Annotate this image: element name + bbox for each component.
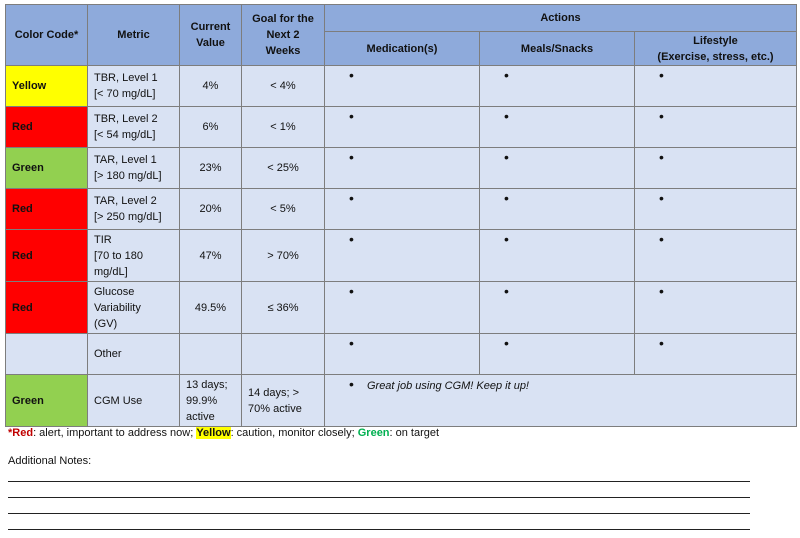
metric-line: [< 54 mg/dL] — [94, 129, 156, 141]
goal-cell: > 70% — [242, 230, 325, 282]
bullet-icon: • — [659, 67, 664, 83]
metric-cell — [88, 148, 180, 189]
bullet-icon: • — [504, 108, 509, 124]
current-value-cell: 47% — [180, 230, 242, 282]
table-row — [6, 148, 797, 189]
metric-line: TAR, Level 2 — [94, 195, 157, 207]
legend-yellow: Yellow — [196, 427, 231, 439]
medication-cell[interactable] — [325, 282, 480, 334]
metric-line: Variability — [94, 301, 141, 314]
table-row — [6, 282, 797, 334]
bullet-icon: • — [349, 67, 354, 83]
metric-line: TAR, Level 1 — [94, 154, 157, 166]
current-value-cell: 20% — [180, 189, 242, 230]
metric-cell — [88, 189, 180, 230]
bullet-icon: • — [659, 231, 664, 247]
current-value-cell: 23% — [180, 148, 242, 189]
medication-cell[interactable] — [325, 148, 480, 189]
table-row — [6, 107, 797, 148]
bullet-icon: • — [504, 231, 509, 247]
meals-cell[interactable] — [480, 282, 635, 334]
metric-cell — [88, 107, 180, 148]
metric-cell — [88, 66, 180, 107]
bullet-icon: • — [349, 149, 354, 165]
goal-cell — [242, 375, 325, 427]
table-row — [6, 189, 797, 230]
color-code-cell — [6, 334, 88, 375]
table-row — [6, 375, 797, 427]
bullet-icon: • — [349, 335, 354, 351]
current-value-cell — [180, 334, 242, 375]
metric-cell — [88, 230, 180, 282]
current-value-cell: 6% — [180, 107, 242, 148]
table-row — [6, 230, 797, 282]
lifestyle-cell[interactable] — [635, 189, 797, 230]
glucose-action-plan-table — [5, 4, 797, 427]
medication-cell[interactable] — [325, 230, 480, 282]
bullet-icon: • — [349, 376, 354, 392]
lifestyle-cell[interactable] — [635, 334, 797, 375]
bullet-icon: • — [349, 283, 354, 299]
metric-line: TBR, Level 2 — [94, 113, 158, 125]
medication-cell[interactable] — [325, 66, 480, 107]
bullet-icon: • — [349, 190, 354, 206]
current-value-cell: 49.5% — [180, 282, 242, 334]
notes-line[interactable] — [8, 529, 750, 530]
metric-line: [> 250 mg/dL] — [94, 211, 162, 223]
color-code-cell: Red — [6, 107, 88, 148]
cgm-note-cell[interactable] — [325, 375, 797, 427]
meals-cell[interactable] — [480, 66, 635, 107]
metric-line: TIR — [94, 233, 112, 246]
legend-star: * — [8, 427, 13, 439]
current-value-cell: 4% — [180, 66, 242, 107]
color-code-cell: Red — [6, 189, 88, 230]
header-goal: Goal for the Next 2 Weeks — [242, 5, 325, 66]
bullet-icon: • — [659, 335, 664, 351]
metric-cell: CGM Use — [88, 375, 180, 427]
header-lifestyle-sub: (Exercise, stress, etc.) — [657, 50, 774, 63]
header-actions: Actions — [325, 5, 797, 32]
legend-red: Red — [12, 427, 34, 439]
bullet-icon: • — [504, 190, 509, 206]
legend-red-text: : alert, important to address now; — [33, 427, 197, 439]
meals-cell[interactable] — [480, 107, 635, 148]
metric-line: [70 to 180 — [94, 249, 143, 262]
bullet-icon: • — [504, 283, 509, 299]
metric-line: Glucose — [94, 285, 135, 298]
color-legend — [8, 427, 439, 439]
bullet-icon: • — [504, 149, 509, 165]
current-line: 13 days; — [186, 378, 228, 391]
lifestyle-cell[interactable] — [635, 107, 797, 148]
header-meals: Meals/Snacks — [480, 32, 635, 66]
lifestyle-cell[interactable] — [635, 66, 797, 107]
goal-line: 70% active — [248, 402, 302, 415]
bullet-icon: • — [659, 108, 664, 124]
legend-yellow-text: : caution, monitor closely; — [230, 427, 358, 439]
meals-cell[interactable] — [480, 334, 635, 375]
bullet-icon: • — [504, 335, 509, 351]
header-current-value: Current Value — [180, 5, 242, 66]
lifestyle-cell[interactable] — [635, 230, 797, 282]
goal-cell: < 25% — [242, 148, 325, 189]
table-row — [6, 66, 797, 107]
color-code-cell: Green — [6, 148, 88, 189]
bullet-icon: • — [504, 67, 509, 83]
header-lifestyle-label: Lifestyle — [693, 34, 738, 47]
bullet-icon: • — [659, 149, 664, 165]
medication-cell[interactable] — [325, 334, 480, 375]
color-code-cell: Green — [6, 375, 88, 427]
metric-cell: Other — [88, 334, 180, 375]
meals-cell[interactable] — [480, 148, 635, 189]
bullet-icon: • — [349, 231, 354, 247]
notes-line[interactable] — [8, 497, 750, 498]
header-metric: Metric — [88, 5, 180, 66]
goal-cell: ≤ 36% — [242, 282, 325, 334]
header-medication: Medication(s) — [325, 32, 480, 66]
metric-line: (GV) — [94, 317, 118, 330]
meals-cell[interactable] — [480, 189, 635, 230]
current-line: 99.9% — [186, 394, 218, 407]
metric-cell — [88, 282, 180, 334]
bullet-icon: • — [659, 283, 664, 299]
legend-green-text: : on target — [389, 427, 440, 439]
table-row — [6, 334, 797, 375]
metric-line: [> 180 mg/dL] — [94, 170, 162, 182]
meals-cell[interactable] — [480, 230, 635, 282]
bullet-icon: • — [659, 190, 664, 206]
additional-notes-label: Additional Notes: — [8, 455, 92, 467]
goal-cell: < 5% — [242, 189, 325, 230]
goal-cell: < 1% — [242, 107, 325, 148]
notes-line[interactable] — [8, 513, 750, 514]
lifestyle-cell[interactable] — [635, 148, 797, 189]
lifestyle-cell[interactable] — [635, 282, 797, 334]
goal-line: 14 days; > — [248, 386, 300, 399]
cgm-note: Great job using CGM! Keep it up! — [366, 380, 529, 392]
header-lifestyle — [635, 32, 797, 66]
current-value-cell — [180, 375, 242, 427]
header-color-code: Color Code* — [6, 5, 88, 66]
current-line: active — [186, 410, 215, 423]
color-code-cell: Red — [6, 230, 88, 282]
color-code-cell: Red — [6, 282, 88, 334]
legend-green: Green — [357, 427, 390, 439]
bullet-icon: • — [349, 108, 354, 124]
metric-line: [< 70 mg/dL] — [94, 88, 156, 100]
medication-cell[interactable] — [325, 189, 480, 230]
goal-cell — [242, 334, 325, 375]
metric-line: TBR, Level 1 — [94, 72, 158, 84]
metric-line: mg/dL] — [94, 265, 128, 278]
notes-line[interactable] — [8, 481, 750, 482]
color-code-cell: Yellow — [6, 66, 88, 107]
medication-cell[interactable] — [325, 107, 480, 148]
goal-cell: < 4% — [242, 66, 325, 107]
